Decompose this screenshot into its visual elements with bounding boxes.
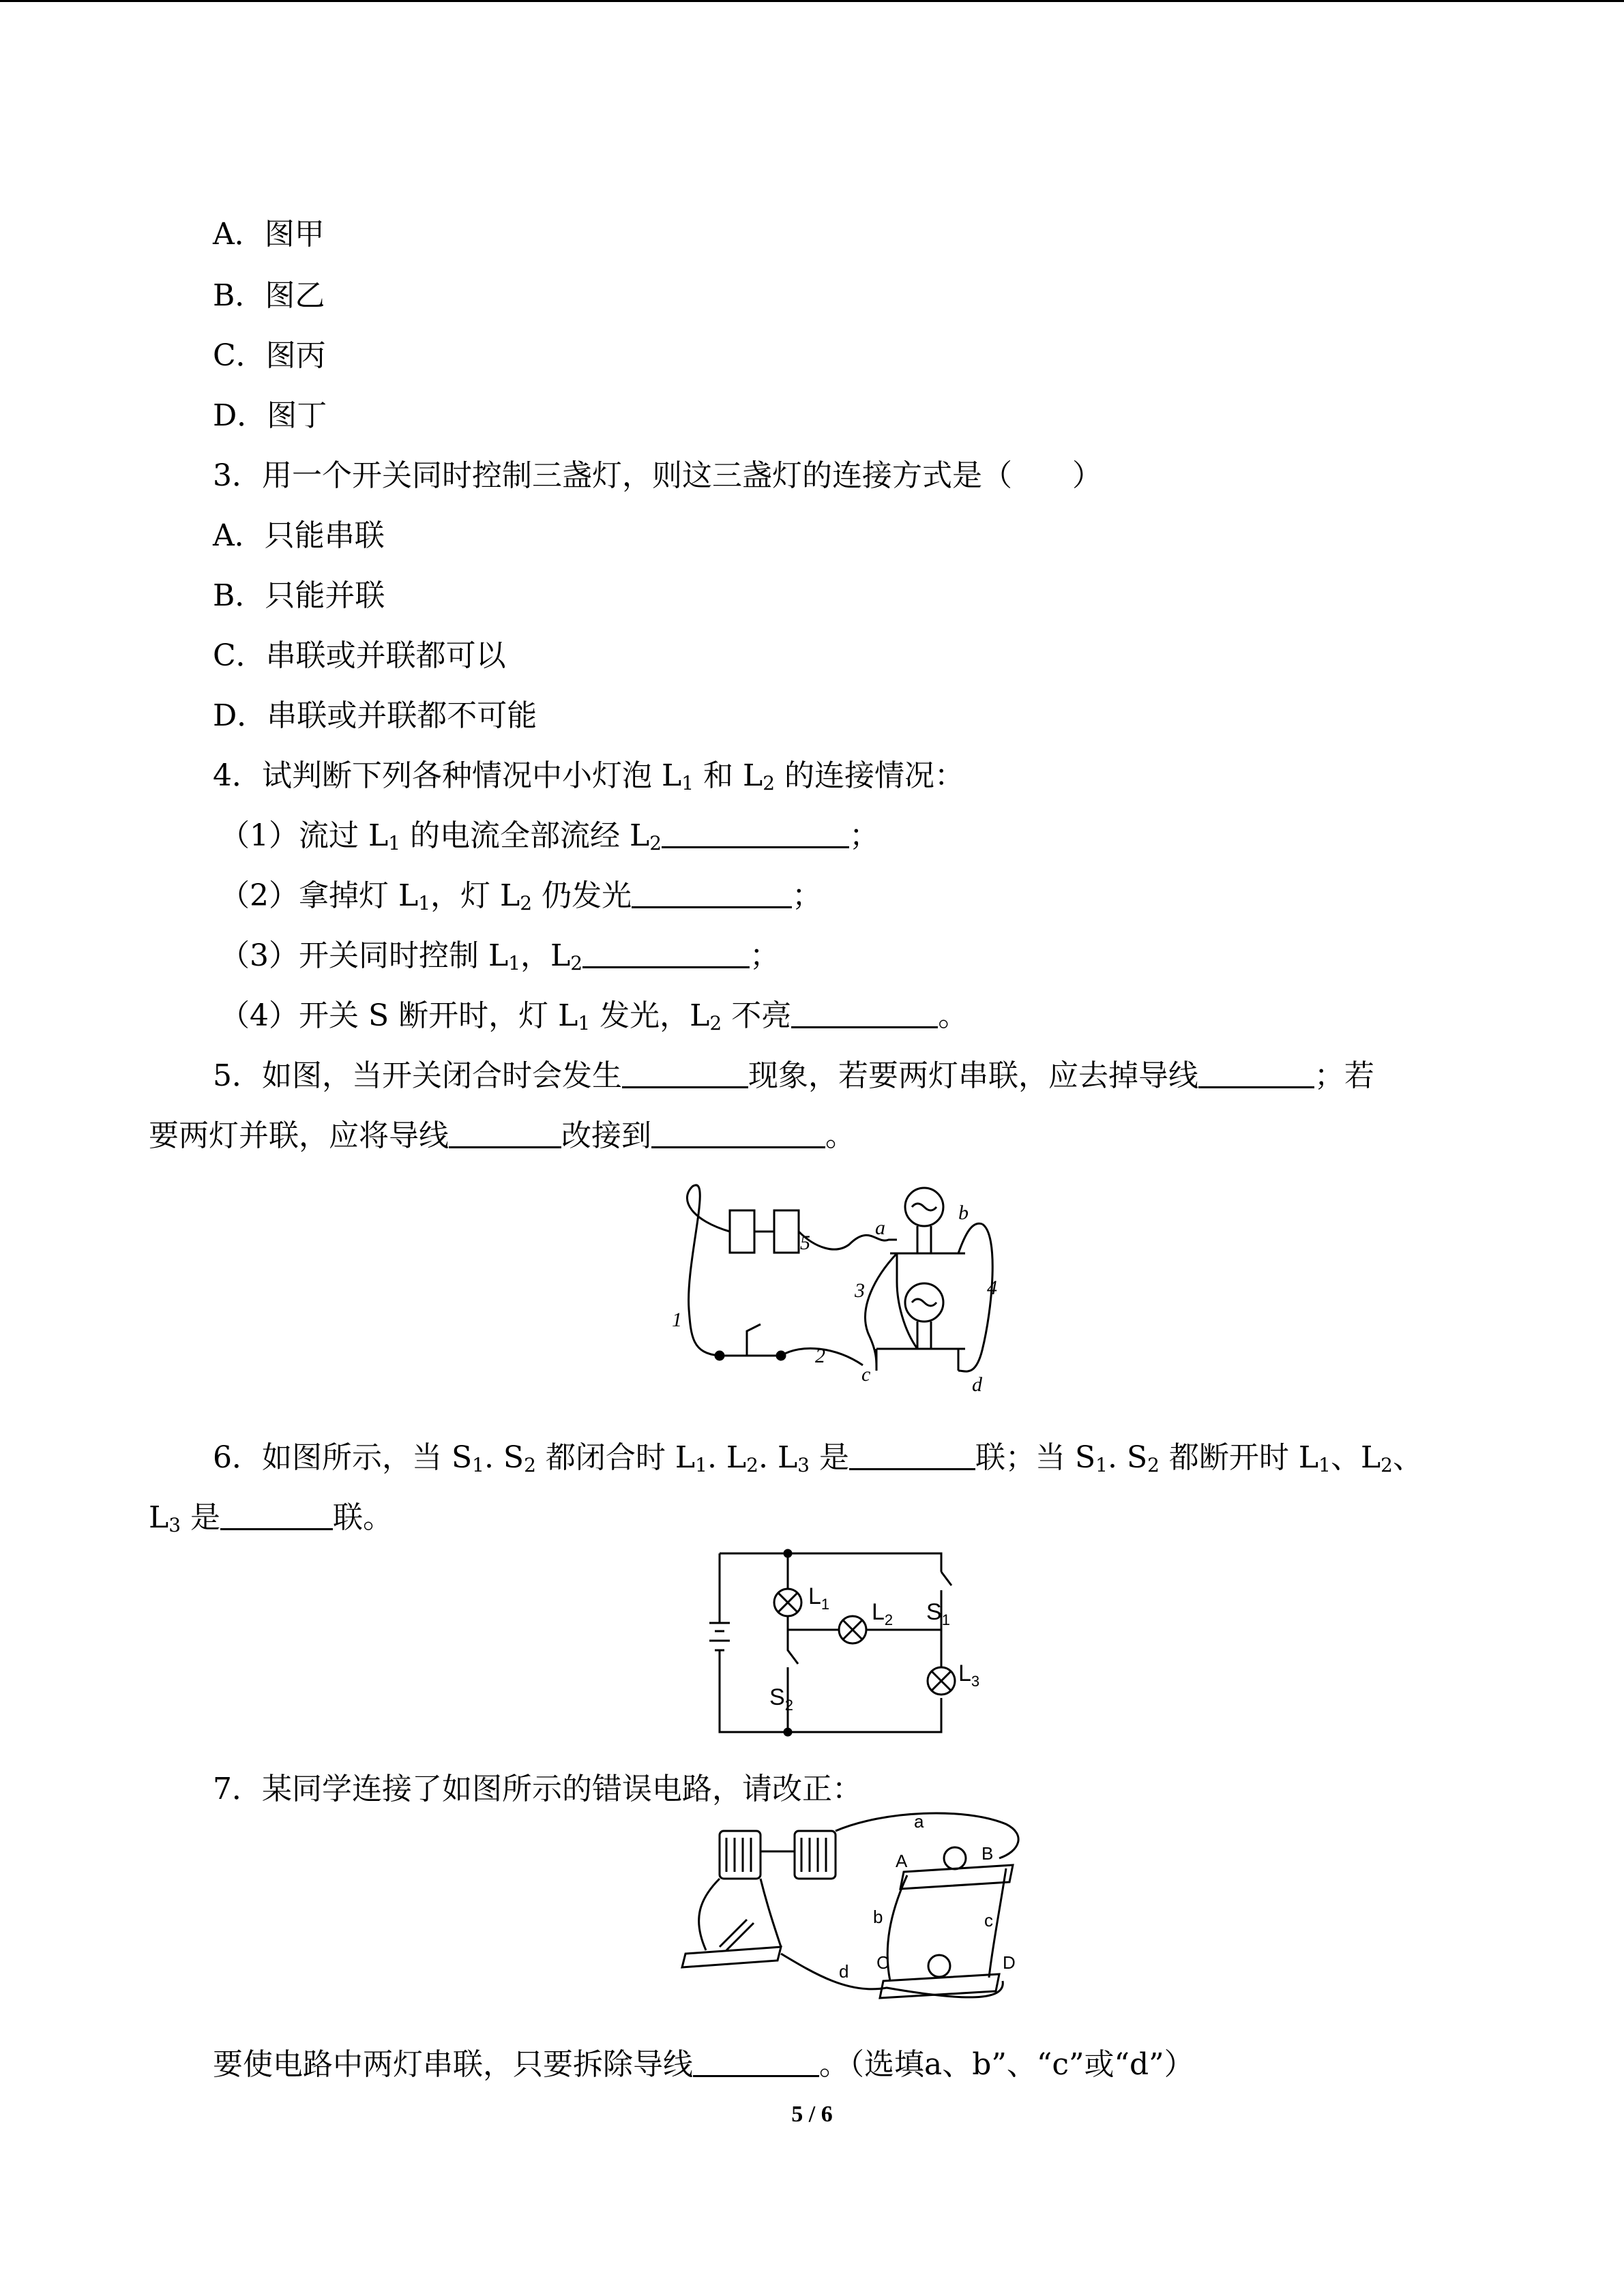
wire-3 [866,1253,897,1367]
lamp-bottom [928,1955,950,1977]
answer-blank [449,1116,561,1148]
fig-label-2: 2 [815,1345,825,1367]
fig-label-a: a [875,1217,885,1239]
q6-line-2: $L_3$ 是 联。 [149,1497,393,1538]
page-number: 5 / 6 [791,2102,833,2127]
top-border [0,0,1624,2]
answer-blank [693,2045,819,2077]
answer-blank [220,1498,333,1530]
answer-blank [632,876,792,908]
fig-label-b: b [873,1907,883,1927]
answer-blank [662,816,849,848]
wire-left [699,1879,720,1950]
switch-base [682,1947,781,1967]
fig-label-c: c [984,1910,993,1930]
fig-label-A: A [896,1851,908,1871]
fig-label-a: a [914,1811,924,1832]
q5-circuit-figure [672,1173,1027,1405]
answer-blank [622,1056,748,1088]
q5-line-1: 5．如图，当开关闭合时会发生 现象，若要两灯串联，应去掉导线 ；若 [213,1056,1374,1097]
q3-option-a: A．只能串联 [213,518,385,553]
fig-label-4: 4 [987,1277,997,1299]
q4-part-3: （3）开关同时控制 $L_1$，$L_2$ ； [220,936,780,976]
label-L3: $L_3$ [958,1660,980,1690]
q6-circuit-figure [709,1548,1023,1739]
q3-option-d: D．串联或并联都不可能 [213,698,537,733]
answer-blank [582,936,750,968]
label-L2: $L_2$ [872,1599,894,1628]
label-S1: $S_1$ [926,1599,950,1628]
fig-label-C: C [876,1952,889,1973]
q7-stem: 7．某同学连接了如图所示的错误电路，请改正： [213,1772,862,1806]
q2-option-b: B．图乙 [213,278,325,313]
q4-part-4: （4）开关 S 断开时，灯 $L_1$ 发光，$L_2$ 不亮 。 [220,996,968,1037]
q2-option-c: C．图丙 [213,338,326,373]
q7-circuit-figure [679,1810,1033,2008]
wire-b [958,1223,982,1253]
fig-label-3: 3 [855,1279,865,1302]
q2-option-d: D．图丁 [213,398,327,433]
q6-line-1: 6．如图所示，当 $S_1$. $S_2$ 都闭合时 $L_1$. $L_2$. $L_3$ 是 联；当 $S_1$. $S_2$ 都断开时 $L_1$、$L_2$、 [213,1437,1423,1478]
answer-blank [849,1438,975,1470]
fig-label-B: B [981,1843,994,1864]
answer-blank [1198,1056,1314,1088]
fig-label-c: c [861,1363,871,1386]
q5-line-2: 要两灯并联，应将导线 改接到 。 [149,1116,855,1157]
q7-answer-line: 要使电路中两灯串联，只要拆除导线 。（选填a、b”、“c”或“d”） [213,2044,1194,2085]
battery-cell [774,1210,799,1253]
switch-lever [747,1324,761,1356]
battery-cell [730,1210,754,1253]
fig-label-d: d [972,1373,982,1396]
answer-blank [651,1116,825,1148]
q3-option-c: C．串联或并联都可以 [213,638,506,673]
q3-option-b: B．只能并联 [213,578,385,613]
q4-part-1: （1）流过 $L_1$ 的电流全部流经 $L_2$ ； [220,816,879,856]
fig-label-D: D [1003,1952,1016,1973]
wire-b [887,1875,907,1981]
label-S2: $S_2$ [769,1684,793,1714]
q4-stem: 4．试判断下列各种情况中小灯泡 $L_1$ 和 $L_2$ 的连接情况： [213,758,965,794]
q3-stem: 3．用一个开关同时控制三盏灯，则这三盏灯的连接方式是（ ） [213,458,1102,493]
switch-S2 [788,1643,798,1732]
wire-1 [687,1185,730,1356]
fig-label-d: d [839,1961,849,1982]
label-L1: $L_1$ [808,1583,830,1613]
q2-option-a: A．图甲 [213,217,325,252]
answer-blank [791,996,938,1028]
fig-label-5: 5 [800,1232,810,1254]
lamp-top [944,1847,966,1869]
q4-part-2: （2）拿掉灯 $L_1$，灯 $L_2$ 仍发光 ； [220,876,822,916]
fig-label-b: b [958,1202,969,1224]
fig-label-1: 1 [672,1309,682,1331]
